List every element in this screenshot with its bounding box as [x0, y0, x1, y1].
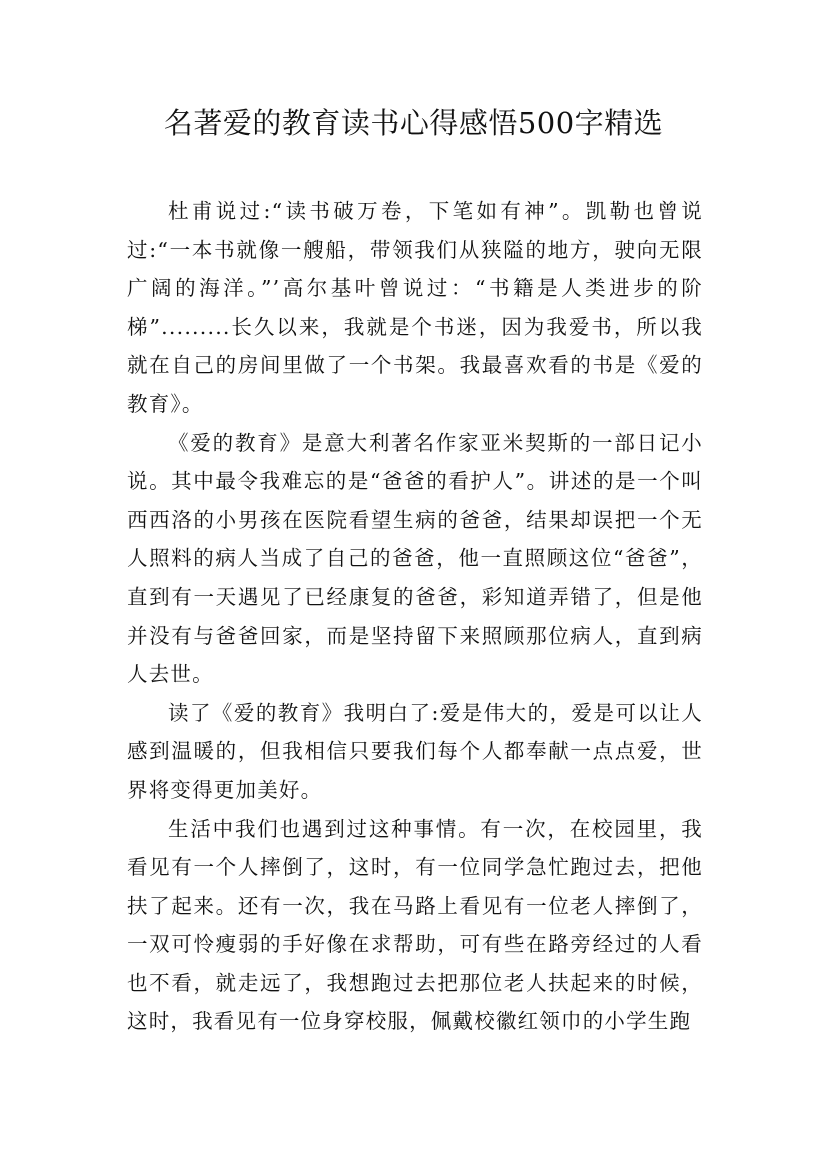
- document-title: 名著爱的教育读书心得感悟500字精选: [163, 106, 664, 140]
- paragraph-4: 生活中我们也遇到过这种事情。有一次，在校园里，我看见有一个人摔倒了，这时，有一位同学急忙跑过去，把他扶了起来。还有一次，我在马路上看见有一位老人摔倒了，一双可怜瘦弱的手好像在求帮助，可有些在路旁经过的人看也不看，就走远了，我想跑过去把那位老人扶起来的时候，这时，我看见有一位身穿校服，佩戴校徽红领巾的小学生跑: [127, 816, 703, 1034]
- paragraph-1: 杜甫说过:“读书破万卷，下笔如有神”。凯勒也曾说过:“一本书就像一艘船，带领我们从狭隘的地方，驶向无限广阔的海洋。”’高尔基叶曾说过：“书籍是人类进步的阶梯”.........长久以来，我就是个书迷，因为我爱书，所以我就在自己的房间里做了一个书架。我最喜欢看的书是《爱的教育》。: [127, 199, 703, 416]
- document-body: [127, 192, 703, 1041]
- paragraph-2: 《爱的教育》是意大利著名作家亚米契斯的一部日记小说。其中最令我难忘的是“爸爸的看护人”。讲述的是一个叫西西洛的小男孩在医院看望生病的爸爸，结果却误把一个无人照料的病人当成了自己的爸爸，他一直照顾这位“爸爸”，直到有一天遇见了已经康复的爸爸，彩知道弄错了，但是他并没有与爸爸回家，而是坚持留下来照顾那位病人，直到病人去世。: [127, 430, 703, 687]
- paragraph-3: 读了《爱的教育》我明白了:爱是伟大的，爱是可以让人感到温暖的，但我相信只要我们每个人都奉献一点点爱，世界将变得更加美好。: [127, 700, 703, 802]
